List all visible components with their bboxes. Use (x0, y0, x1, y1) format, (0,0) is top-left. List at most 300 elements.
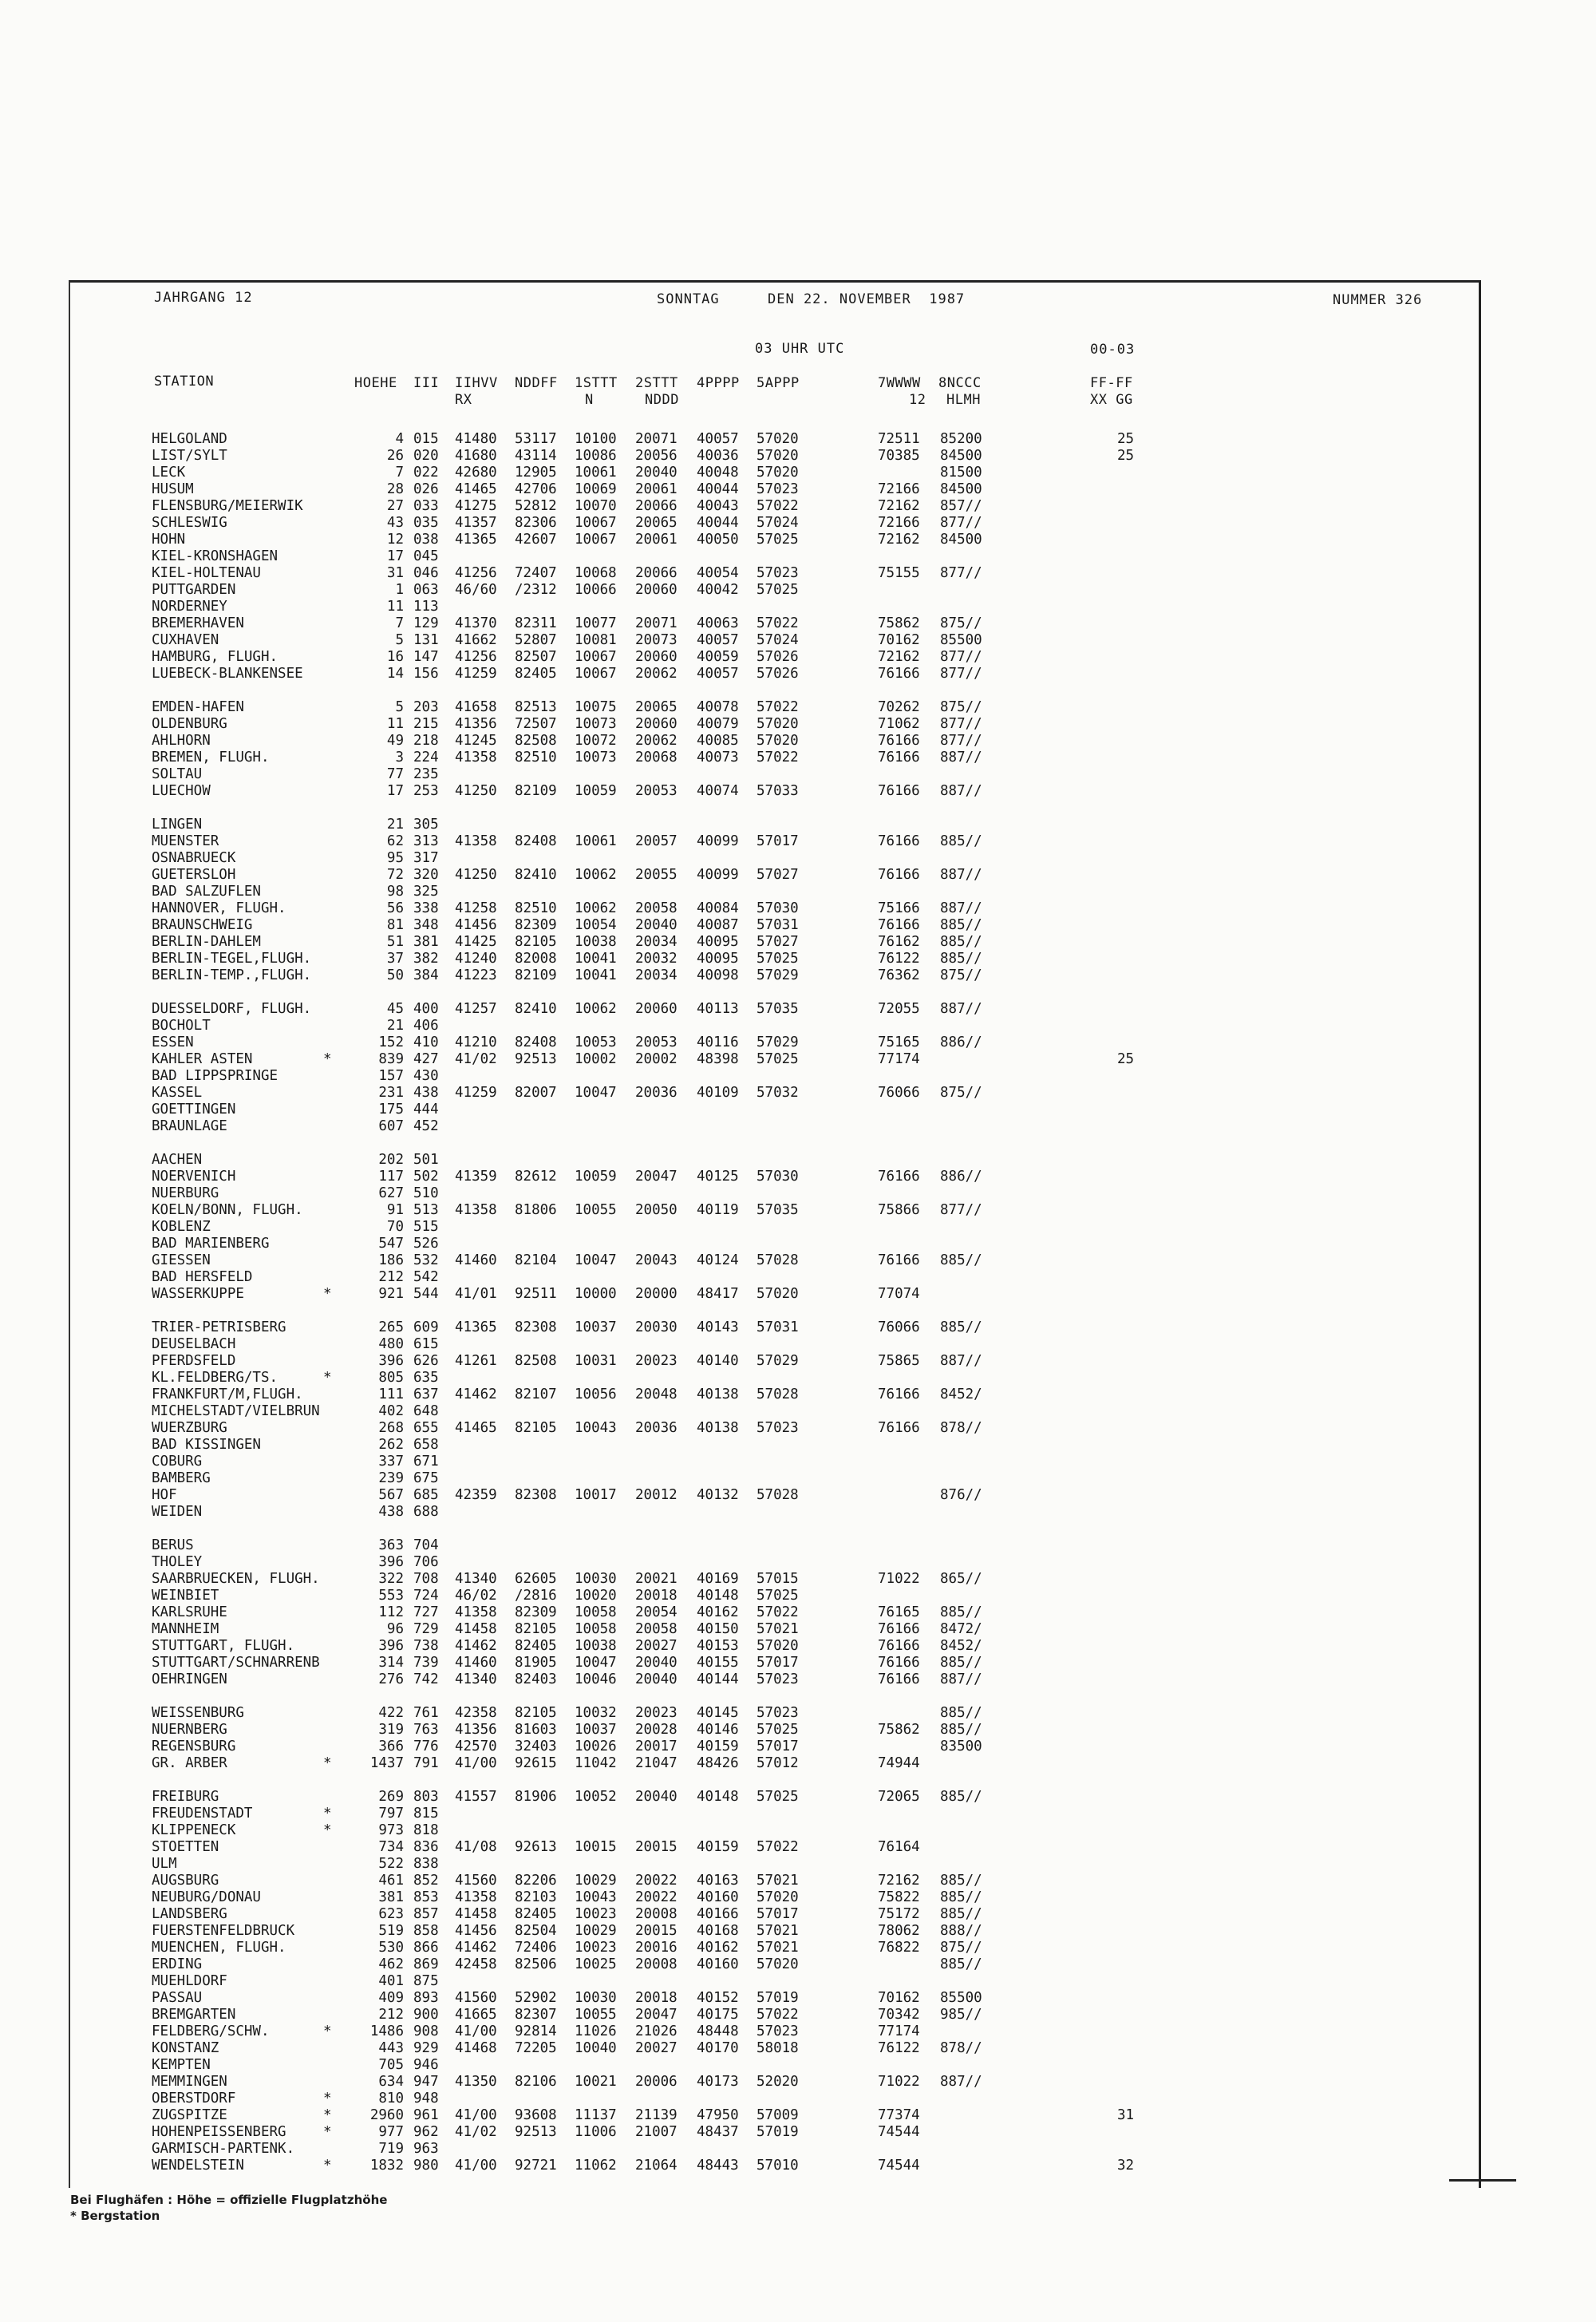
group-8nccc: 887// (940, 867, 982, 883)
station-name: NEUBURG/DONAU (152, 1889, 261, 1905)
group-2sttt: 20034 (635, 967, 678, 983)
station-name: KIEL-HOLTENAU (152, 565, 261, 581)
group-1sttt: 10037 (575, 1319, 617, 1335)
group-2sttt: 20061 (635, 532, 678, 548)
group-2sttt: 20018 (635, 1990, 678, 2006)
group-5appp: 57022 (757, 2007, 799, 2023)
group-8nccc: 887// (940, 1671, 982, 1687)
hoehe: 26 (386, 448, 404, 464)
group-nddff: /2816 (515, 1588, 557, 1604)
hoehe: 810 (378, 2091, 404, 2106)
mountain-marker: * (323, 1806, 332, 1822)
station-name: AUGSBURG (152, 1873, 219, 1889)
group-4pppp: 40050 (697, 532, 739, 548)
group-iihvv: 41370 (455, 615, 497, 631)
hoehe: 3 (395, 750, 404, 765)
group-7wwww: 76166 (878, 1420, 920, 1436)
group-5appp: 57020 (757, 431, 799, 447)
station-name: NOERVENICH (152, 1169, 236, 1185)
station-number: 929 (413, 2040, 439, 2056)
station-number: 685 (413, 1487, 439, 1503)
group-8nccc: 877// (940, 716, 982, 732)
group-8nccc: 885// (940, 1889, 982, 1905)
station-name: BREMERHAVEN (152, 615, 244, 631)
group-8nccc: 885// (940, 951, 982, 967)
hoehe: 239 (378, 1470, 404, 1486)
group-2sttt: 20040 (635, 917, 678, 933)
group-4pppp: 40169 (697, 1571, 739, 1587)
group-4pppp: 40113 (697, 1001, 739, 1017)
jahrgang: JAHRGANG 12 (154, 290, 253, 306)
station-name: DEUSELBACH (152, 1336, 236, 1352)
hoehe: 634 (378, 2074, 404, 2090)
station-number: 513 (413, 1202, 439, 1218)
col-ihvv-sub: RX (455, 392, 472, 408)
group-8nccc: 877// (940, 1202, 982, 1218)
station-name: BERLIN-DAHLEM (152, 934, 261, 950)
group-8nccc: 886// (940, 1034, 982, 1050)
group-2sttt: 20034 (635, 934, 678, 950)
station-number: 947 (413, 2074, 439, 2090)
group-7wwww: 75155 (878, 565, 920, 581)
group-2sttt: 20056 (635, 448, 678, 464)
group-nddff: 82508 (515, 733, 557, 749)
group-1sttt: 10020 (575, 1588, 617, 1604)
group-1sttt: 10058 (575, 1621, 617, 1637)
group-1sttt: 10067 (575, 532, 617, 548)
group-8nccc: 888// (940, 1923, 982, 1939)
group-8nccc: 83500 (940, 1739, 982, 1754)
group-5appp: 57026 (757, 666, 799, 682)
group-iihvv: 46/60 (455, 582, 497, 598)
station-name: LUEBECK-BLANKENSEE (152, 666, 303, 682)
group-7wwww: 74544 (878, 2124, 920, 2140)
group-5appp: 57025 (757, 1588, 799, 1604)
group-iihvv: 41223 (455, 967, 497, 983)
group-1sttt: 10061 (575, 465, 617, 481)
group-iihvv: 41456 (455, 1923, 497, 1939)
station-name: MANNHEIM (152, 1621, 219, 1637)
group-2sttt: 20023 (635, 1705, 678, 1721)
group-5appp: 52020 (757, 2074, 799, 2090)
hoehe: 627 (378, 1185, 404, 1201)
group-7wwww: 75865 (878, 1353, 920, 1369)
col-ihvv: IIHVV (455, 375, 498, 391)
group-7wwww: 77074 (878, 1286, 920, 1302)
group-7wwww: 76122 (878, 2040, 920, 2056)
group-8nccc: 876// (940, 1487, 982, 1503)
group-2sttt: 20054 (635, 1604, 678, 1620)
station-number: 908 (413, 2023, 439, 2039)
group-2sttt: 20050 (635, 1202, 678, 1218)
hoehe: 152 (378, 1034, 404, 1050)
station-name: GR. ARBER (152, 1755, 227, 1771)
group-1sttt: 10047 (575, 1252, 617, 1268)
group-nddff: 82311 (515, 615, 557, 631)
hoehe: 175 (378, 1102, 404, 1117)
footnote-mountain-station: * Bergstation (70, 2209, 160, 2223)
station-number: 853 (413, 1889, 439, 1905)
group-iihvv: 41256 (455, 565, 497, 581)
group-4pppp: 40057 (697, 666, 739, 682)
station-name: ULM (152, 1856, 177, 1872)
group-5appp: 57023 (757, 1420, 799, 1436)
group-2sttt: 21007 (635, 2124, 678, 2140)
group-8nccc: 81500 (940, 465, 982, 481)
group-4pppp: 40150 (697, 1621, 739, 1637)
station-name: HANNOVER, FLUGH. (152, 900, 286, 916)
group-iihvv: 41250 (455, 867, 497, 883)
station-number: 382 (413, 951, 439, 967)
group-5appp: 57028 (757, 1487, 799, 1503)
hoehe: 231 (378, 1085, 404, 1101)
station-number: 313 (413, 833, 439, 849)
group-5appp: 57023 (757, 565, 799, 581)
group-5appp: 57020 (757, 1286, 799, 1302)
hoehe: 462 (378, 1956, 404, 1972)
group-nddff: 92513 (515, 2124, 557, 2140)
hoehe: 56 (386, 900, 404, 916)
group-1sttt: 10061 (575, 833, 617, 849)
group-5appp: 57010 (757, 2158, 799, 2174)
group-iihvv: 41458 (455, 1621, 497, 1637)
group-2sttt: 20015 (635, 1839, 678, 1855)
group-4pppp: 48437 (697, 2124, 739, 2140)
group-4pppp: 40087 (697, 917, 739, 933)
station-number: 626 (413, 1353, 439, 1369)
group-5appp: 57031 (757, 1319, 799, 1335)
station-number: 045 (413, 548, 439, 564)
group-2sttt: 20006 (635, 2074, 678, 2090)
group-2sttt: 21064 (635, 2158, 678, 2174)
group-nddff: 92814 (515, 2023, 557, 2039)
group-2sttt: 20062 (635, 666, 678, 682)
group-nddff: 82510 (515, 750, 557, 765)
group-5appp: 57025 (757, 1789, 799, 1805)
group-nddff: 82105 (515, 1705, 557, 1721)
group-nddff: 62605 (515, 1571, 557, 1587)
group-iihvv: 41465 (455, 481, 497, 497)
group-2sttt: 20027 (635, 2040, 678, 2056)
group-7wwww: 76166 (878, 1169, 920, 1185)
mountain-marker: * (323, 2158, 332, 2174)
hoehe: 212 (378, 1269, 404, 1285)
station-name: SCHLESWIG (152, 515, 227, 531)
station-number: 875 (413, 1973, 439, 1989)
station-number: 858 (413, 1923, 439, 1939)
station-name: KASSEL (152, 1085, 203, 1101)
group-4pppp: 40160 (697, 1889, 739, 1905)
group-7wwww: 76362 (878, 967, 920, 983)
group-1sttt: 10032 (575, 1705, 617, 1721)
group-5appp: 57028 (757, 1252, 799, 1268)
station-number: 852 (413, 1873, 439, 1889)
group-iihvv: 41460 (455, 1655, 497, 1671)
group-7wwww: 76166 (878, 733, 920, 749)
group-5appp: 57022 (757, 498, 799, 514)
hoehe: 522 (378, 1856, 404, 1872)
group-2sttt: 20036 (635, 1085, 678, 1101)
observation-time: 03 UHR UTC (755, 341, 845, 357)
hoehe: 1 (395, 582, 404, 598)
group-4pppp: 40132 (697, 1487, 739, 1503)
group-1sttt: 10055 (575, 1202, 617, 1218)
group-8nccc: 85500 (940, 632, 982, 648)
hoehe: 2960 (369, 2107, 404, 2123)
hoehe: 363 (378, 1537, 404, 1553)
group-2sttt: 20071 (635, 615, 678, 631)
group-5appp: 57024 (757, 632, 799, 648)
group-iihvv: 41680 (455, 448, 497, 464)
station-name: HELGOLAND (152, 431, 227, 447)
group-nddff: 81905 (515, 1655, 557, 1671)
group-7wwww: 76166 (878, 1638, 920, 1654)
group-8nccc: 886// (940, 1169, 982, 1185)
group-8nccc: 857// (940, 498, 982, 514)
group-5appp: 57035 (757, 1202, 799, 1218)
station-name: KONSTANZ (152, 2040, 219, 2056)
group-2sttt: 20068 (635, 750, 678, 765)
col-ff: FF-FF (1090, 375, 1133, 391)
station-number: 761 (413, 1705, 439, 1721)
group-5appp: 57024 (757, 515, 799, 531)
station-number: 510 (413, 1185, 439, 1201)
hoehe: 402 (378, 1403, 404, 1419)
group-nddff: 82405 (515, 1638, 557, 1654)
station-name: BOCHOLT (152, 1018, 211, 1034)
station-name: LANDSBERG (152, 1906, 227, 1922)
group-nddff: 92615 (515, 1755, 557, 1771)
group-5appp: 57025 (757, 582, 799, 598)
station-number: 729 (413, 1621, 439, 1637)
station-name: KLIPPENECK (152, 1822, 236, 1838)
group-nddff: 82405 (515, 1906, 557, 1922)
group-4pppp: 40170 (697, 2040, 739, 2056)
group-5appp: 57023 (757, 2023, 799, 2039)
station-name: WASSERKUPPE (152, 1286, 244, 1302)
group-7wwww: 76166 (878, 867, 920, 883)
station-name: LIST/SYLT (152, 448, 227, 464)
group-iihvv: 41240 (455, 951, 497, 967)
group-iihvv: 41340 (455, 1571, 497, 1587)
hoehe: 547 (378, 1236, 404, 1252)
hoehe: 95 (386, 850, 404, 866)
hoehe: 117 (378, 1169, 404, 1185)
station-name: PFERDSFELD (152, 1353, 236, 1369)
station-name: MICHELSTADT/VIELBRUN (152, 1403, 320, 1419)
group-4pppp: 48443 (697, 2158, 739, 2174)
group-5appp: 57009 (757, 2107, 799, 2123)
group-1sttt: 10052 (575, 1789, 617, 1805)
group-1sttt: 10073 (575, 750, 617, 765)
group-nddff: 82408 (515, 833, 557, 849)
group-7wwww: 75862 (878, 615, 920, 631)
group-1sttt: 11006 (575, 2124, 617, 2140)
group-ff: 32 (1117, 2158, 1135, 2174)
group-7wwww: 76166 (878, 750, 920, 765)
group-ff: 25 (1117, 448, 1135, 464)
group-2sttt: 20040 (635, 465, 678, 481)
hoehe: 98 (386, 884, 404, 900)
group-nddff: 52812 (515, 498, 557, 514)
hoehe: 5 (395, 632, 404, 648)
group-4pppp: 40152 (697, 1990, 739, 2006)
station-number: 038 (413, 532, 439, 548)
station-number: 129 (413, 615, 439, 631)
col-8nccc: 8NCCC (938, 375, 982, 391)
group-1sttt: 10062 (575, 900, 617, 916)
group-4pppp: 40159 (697, 1839, 739, 1855)
group-2sttt: 20022 (635, 1873, 678, 1889)
group-5appp: 57020 (757, 448, 799, 464)
group-4pppp: 40155 (697, 1655, 739, 1671)
station-name: GARMISCH-PARTENK. (152, 2141, 295, 2157)
hoehe: 50 (386, 967, 404, 983)
group-nddff: 52807 (515, 632, 557, 648)
group-4pppp: 40138 (697, 1420, 739, 1436)
station-name: FELDBERG/SCHW. (152, 2023, 270, 2039)
group-iihvv: 41340 (455, 1671, 497, 1687)
group-5appp: 57017 (757, 1739, 799, 1754)
station-name: WEIDEN (152, 1504, 203, 1520)
hoehe: 567 (378, 1487, 404, 1503)
col-7wwww-sub: 12 (909, 392, 926, 408)
group-1sttt: 10055 (575, 2007, 617, 2023)
group-5appp: 57021 (757, 1873, 799, 1889)
group-1sttt: 10067 (575, 649, 617, 665)
station-number: 818 (413, 1822, 439, 1838)
group-nddff: 72205 (515, 2040, 557, 2056)
group-8nccc: 8452/ (940, 1386, 982, 1402)
group-nddff: 82306 (515, 515, 557, 531)
mountain-marker: * (323, 2091, 332, 2106)
group-1sttt: 10086 (575, 448, 617, 464)
station-number: 452 (413, 1118, 439, 1134)
group-5appp: 57025 (757, 951, 799, 967)
group-8nccc: 865// (940, 1571, 982, 1587)
group-2sttt: 20055 (635, 867, 678, 883)
group-iihvv: 41557 (455, 1789, 497, 1805)
group-4pppp: 40048 (697, 465, 739, 481)
group-iihvv: 41456 (455, 917, 497, 933)
group-8nccc: 885// (940, 1604, 982, 1620)
group-4pppp: 47950 (697, 2107, 739, 2123)
group-1sttt: 10023 (575, 1940, 617, 1956)
station-name: KIEL-KRONSHAGEN (152, 548, 279, 564)
group-7wwww: 72055 (878, 1001, 920, 1017)
hoehe: 366 (378, 1739, 404, 1754)
station-name: FLENSBURG/MEIERWIK (152, 498, 303, 514)
group-7wwww: 76166 (878, 1671, 920, 1687)
station-name: HOHENPEISSENBERG (152, 2124, 286, 2140)
hoehe: 81 (386, 917, 404, 933)
group-5appp: 57029 (757, 1034, 799, 1050)
group-nddff: 82405 (515, 666, 557, 682)
group-4pppp: 40143 (697, 1319, 739, 1335)
group-nddff: 81906 (515, 1789, 557, 1805)
station-name: BAD KISSINGEN (152, 1437, 261, 1453)
station-number: 063 (413, 582, 439, 598)
group-nddff: 92511 (515, 1286, 557, 1302)
group-1sttt: 11042 (575, 1755, 617, 1771)
group-iihvv: 41258 (455, 900, 497, 916)
group-7wwww: 70162 (878, 632, 920, 648)
station-number: 325 (413, 884, 439, 900)
station-number: 203 (413, 699, 439, 715)
group-1sttt: 10046 (575, 1671, 617, 1687)
station-name: BAD LIPPSPRINGE (152, 1068, 279, 1084)
hoehe: 1832 (369, 2158, 404, 2174)
group-7wwww: 72162 (878, 498, 920, 514)
hoehe: 530 (378, 1940, 404, 1956)
group-7wwww: 76166 (878, 917, 920, 933)
group-iihvv: 41250 (455, 783, 497, 799)
station-name: ZUGSPITZE (152, 2107, 227, 2123)
group-1sttt: 10062 (575, 1001, 617, 1017)
group-iihvv: 41256 (455, 649, 497, 665)
group-1sttt: 10023 (575, 1906, 617, 1922)
group-4pppp: 40057 (697, 431, 739, 447)
hoehe: 797 (378, 1806, 404, 1822)
group-8nccc: 885// (940, 1789, 982, 1805)
station-number: 609 (413, 1319, 439, 1335)
station-name: HOHN (152, 532, 186, 548)
hoehe: 262 (378, 1437, 404, 1453)
date: DEN 22. NOVEMBER 1987 (768, 291, 966, 307)
group-nddff: 82106 (515, 2074, 557, 2090)
group-5appp: 57030 (757, 900, 799, 916)
group-7wwww: 71062 (878, 716, 920, 732)
station-number: 675 (413, 1470, 439, 1486)
group-8nccc: 877// (940, 666, 982, 682)
station-name: HOF (152, 1487, 177, 1503)
group-7wwww: 76166 (878, 1252, 920, 1268)
group-nddff: 81603 (515, 1722, 557, 1738)
group-8nccc: 8452/ (940, 1638, 982, 1654)
group-iihvv: 41662 (455, 632, 497, 648)
group-4pppp: 48448 (697, 2023, 739, 2039)
group-1sttt: 10038 (575, 1638, 617, 1654)
group-nddff: 82307 (515, 2007, 557, 2023)
hoehe: 16 (386, 649, 404, 665)
group-4pppp: 40162 (697, 1604, 739, 1620)
group-iihvv: 41257 (455, 1001, 497, 1017)
group-8nccc: 84500 (940, 448, 982, 464)
station-number: 615 (413, 1336, 439, 1352)
hoehe: 921 (378, 1286, 404, 1302)
group-1sttt: 10054 (575, 917, 617, 933)
hoehe: 396 (378, 1638, 404, 1654)
group-2sttt: 21139 (635, 2107, 678, 2123)
group-iihvv: 41658 (455, 699, 497, 715)
station-number: 980 (413, 2158, 439, 2174)
group-nddff: 82104 (515, 1252, 557, 1268)
mountain-marker: * (323, 1755, 332, 1771)
group-iihvv: 41245 (455, 733, 497, 749)
group-8nccc: 875// (940, 967, 982, 983)
group-5appp: 57023 (757, 1671, 799, 1687)
group-7wwww: 77174 (878, 1051, 920, 1067)
group-8nccc: 887// (940, 783, 982, 799)
group-1sttt: 10025 (575, 1956, 617, 1972)
station-number: 427 (413, 1051, 439, 1067)
group-nddff: 82105 (515, 934, 557, 950)
hoehe: 37 (386, 951, 404, 967)
group-iihvv: 41259 (455, 666, 497, 682)
group-4pppp: 40036 (697, 448, 739, 464)
group-5appp: 57025 (757, 1051, 799, 1067)
station-number: 727 (413, 1604, 439, 1620)
